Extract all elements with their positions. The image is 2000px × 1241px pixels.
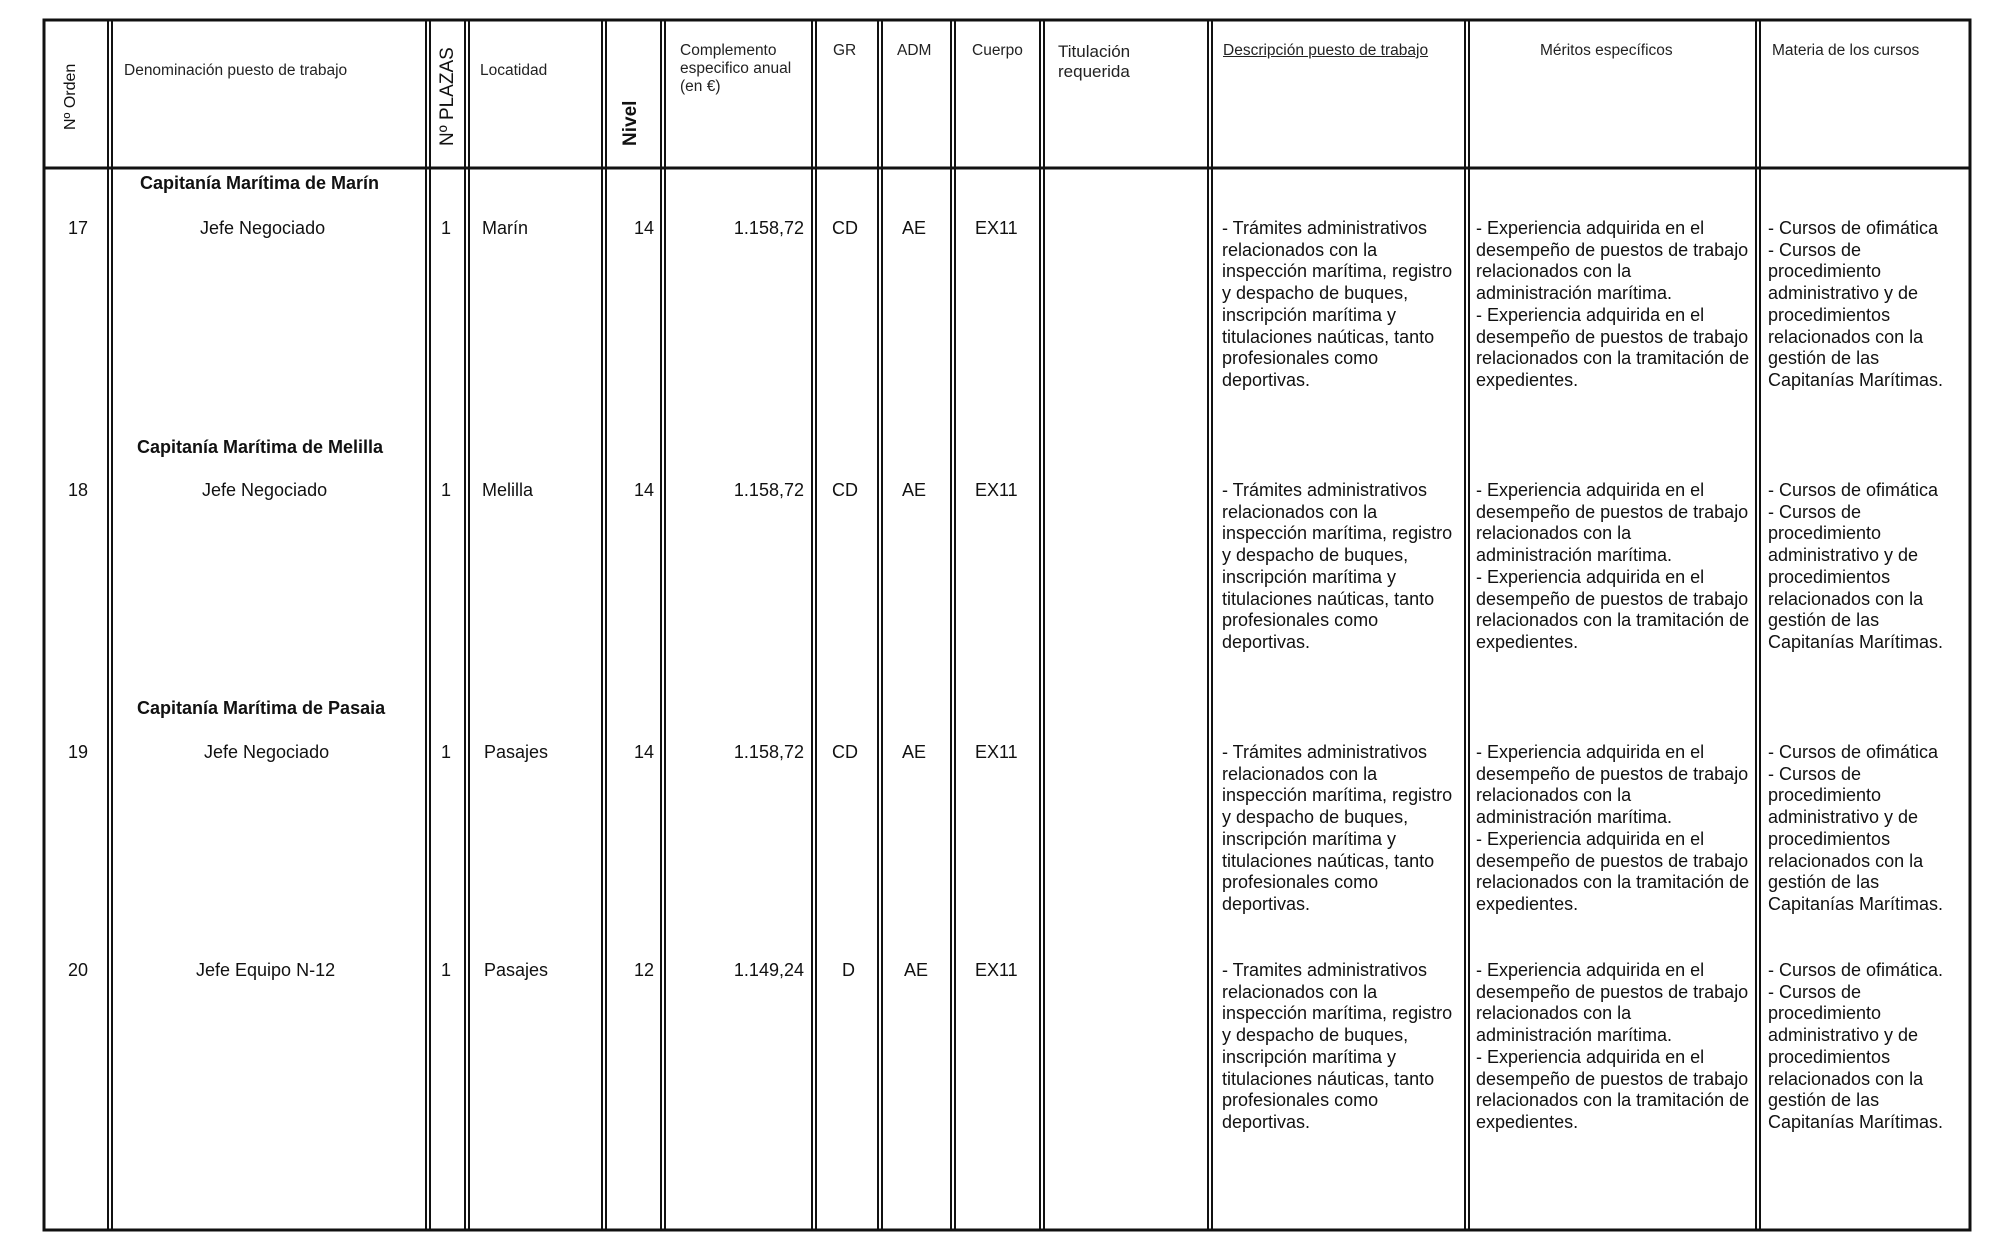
header-cuerpo: Cuerpo bbox=[972, 42, 1023, 59]
row-18-cuerpo: EX11 bbox=[975, 480, 1018, 500]
row-19-plazas: 1 bbox=[441, 742, 452, 762]
header-materia: Materia de los cursos bbox=[1772, 42, 1920, 59]
row-20-plazas: 1 bbox=[441, 960, 452, 980]
section-title-melilla: Capitanía Marítima de Melilla bbox=[137, 437, 384, 457]
header-orden: Nº Orden bbox=[62, 63, 79, 130]
row-19-descripcion: - Trámites administrativos relacionados con la inspección marítima, registro y despacho de buques, inscripción marítima y titulaciones naúticas, tanto profesionales como deportivas. bbox=[1222, 742, 1453, 914]
row-19-localidad: Pasajes bbox=[484, 742, 549, 762]
row-18-denominacion: Jefe Negociado bbox=[202, 480, 328, 500]
header-adm: ADM bbox=[897, 42, 932, 59]
row-18-localidad: Melilla bbox=[482, 480, 534, 500]
row-17-materia: - Cursos de ofimática - Cursos de procedimiento administrativo y de procedimientos relacionados con la gestión de las Capitanías Marítimas. bbox=[1768, 218, 1944, 390]
row-20-descripcion: - Tramites administrativos relacionados con la inspección marítima, registro y despacho de buques, inscripción marítima y titulaciones náuticas, tanto profesionales como deportivas. bbox=[1222, 960, 1453, 1132]
row-17-gr: CD bbox=[832, 218, 858, 238]
row-17-meritos: - Experiencia adquirida en el desempeño de puestos de trabajo relacionados con la administración marítima. - Experiencia adquirida en el desempeño de puestos de trabajo relacionados con la tramitación de expedientes. bbox=[1476, 218, 1750, 390]
row-19-nivel: 14 bbox=[633, 742, 654, 762]
row-20-localidad: Pasajes bbox=[484, 960, 549, 980]
row-18-complemento: 1.158,72 bbox=[733, 480, 804, 500]
row-17-complemento: 1.158,72 bbox=[733, 218, 804, 238]
row-20-meritos: - Experiencia adquirida en el desempeño de puestos de trabajo relacionados con la administración marítima. - Experiencia adquirida en el desempeño de puestos de trabajo relacionados con la tramitación de expedientes. bbox=[1476, 960, 1750, 1132]
row-20-materia: - Cursos de ofimática. - Cursos de procedimiento administrativo y de procedimientos relacionados con la gestión de las Capitanías Marítimas. bbox=[1768, 960, 1944, 1132]
row-19-gr: CD bbox=[832, 742, 858, 762]
header-titulacion: Titulación requerida bbox=[1058, 42, 1131, 81]
row-19-materia: - Cursos de ofimática - Cursos de procedimiento administrativo y de procedimientos relacionados con la gestión de las Capitanías Marítimas. bbox=[1768, 742, 1944, 914]
row-19-complemento: 1.158,72 bbox=[733, 742, 804, 762]
header-descripcion: Descripción puesto de trabajo bbox=[1223, 42, 1429, 59]
row-20-nivel: 12 bbox=[633, 960, 654, 980]
header-denominacion: Denominación puesto de trabajo bbox=[124, 62, 348, 79]
row-19-orden: 19 bbox=[68, 742, 89, 762]
row-20-denominacion: Jefe Equipo N-12 bbox=[196, 960, 336, 980]
row-17-nivel: 14 bbox=[633, 218, 654, 238]
header-nivel: Nivel bbox=[620, 100, 641, 146]
row-18-orden: 18 bbox=[68, 480, 89, 500]
row-17-localidad: Marín bbox=[482, 218, 529, 238]
row-20-cuerpo: EX11 bbox=[975, 960, 1018, 980]
row-18-materia: - Cursos de ofimática - Cursos de procedimiento administrativo y de procedimientos relacionados con la gestión de las Capitanías Marítimas. bbox=[1768, 480, 1944, 652]
row-18-descripcion: - Trámites administrativos relacionados con la inspección marítima, registro y despacho de buques, inscripción marítima y titulaciones naúticas, tanto profesionales como deportivas. bbox=[1222, 480, 1453, 652]
row-20-orden: 20 bbox=[68, 960, 89, 980]
row-20-adm: AE bbox=[904, 960, 929, 980]
row-20-complemento: 1.149,24 bbox=[733, 960, 804, 980]
row-19-meritos: - Experiencia adquirida en el desempeño de puestos de trabajo relacionados con la administración marítima. - Experiencia adquirida en el desempeño de puestos de trabajo relacionados con la tramitación de expedientes. bbox=[1476, 742, 1750, 914]
row-20-gr: D bbox=[842, 960, 855, 980]
row-19-adm: AE bbox=[902, 742, 927, 762]
row-18-nivel: 14 bbox=[633, 480, 654, 500]
header-meritos: Méritos específicos bbox=[1540, 42, 1673, 59]
row-19-denominacion: Jefe Negociado bbox=[204, 742, 330, 762]
row-18-adm: AE bbox=[902, 480, 927, 500]
row-17-denominacion: Jefe Negociado bbox=[200, 218, 326, 238]
row-19-cuerpo: EX11 bbox=[975, 742, 1018, 762]
header-plazas: Nº PLAZAS bbox=[437, 47, 458, 146]
row-17-adm: AE bbox=[902, 218, 927, 238]
row-17-plazas: 1 bbox=[441, 218, 452, 238]
row-18-gr: CD bbox=[832, 480, 858, 500]
header-localidad: Locatidad bbox=[480, 62, 548, 79]
header-complemento: Complemento especifico anual (en €) bbox=[680, 42, 792, 95]
row-18-meritos: - Experiencia adquirida en el desempeño de puestos de trabajo relacionados con la administración marítima. - Experiencia adquirida en el desempeño de puestos de trabajo relacionados con la tramitación de expedientes. bbox=[1476, 480, 1750, 652]
row-18-plazas: 1 bbox=[441, 480, 452, 500]
section-title-marin: Capitanía Marítima de Marín bbox=[140, 173, 380, 193]
row-17-orden: 17 bbox=[68, 218, 89, 238]
header-gr: GR bbox=[833, 42, 857, 59]
section-title-pasaia: Capitanía Marítima de Pasaia bbox=[137, 698, 386, 718]
row-17-descripcion: - Trámites administrativos relacionados con la inspección marítima, registro y despacho de buques, inscripción marítima y titulaciones naúticas, tanto profesionales como deportivas. bbox=[1222, 218, 1453, 390]
row-17-cuerpo: EX11 bbox=[975, 218, 1018, 238]
